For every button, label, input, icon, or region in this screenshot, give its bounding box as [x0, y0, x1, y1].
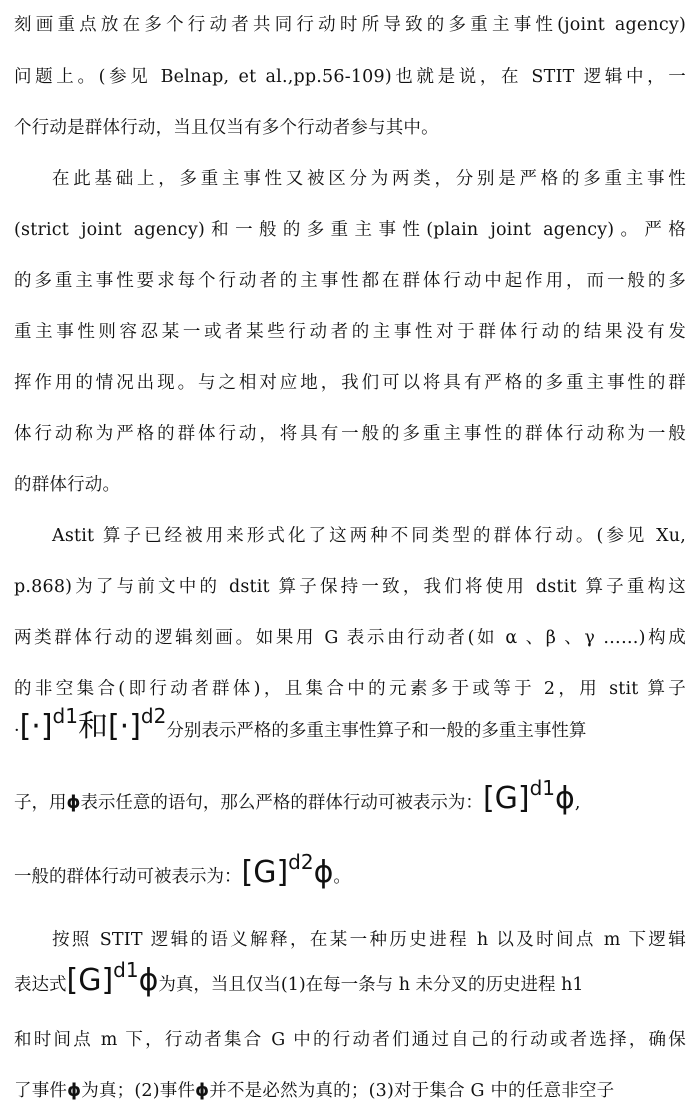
text-line-21-mid: 为真；(2)事件: [81, 1081, 196, 1101]
formula-group: [G]: [241, 855, 289, 890]
strict-operator-bracket: [·]: [19, 709, 53, 744]
text-line-16-pre: 子，用: [14, 793, 67, 813]
formula-superscript: d2: [288, 850, 314, 874]
formula-phi: ϕ: [138, 963, 159, 998]
phi-symbol: ϕ: [66, 793, 81, 813]
text-line-21-pre: 了事件: [14, 1081, 68, 1101]
text-line-10: 的群体行动。: [14, 475, 121, 495]
text-line-14: 的非空集合(即行动者群体)，且集合中的元素多于或等于 2，用 stit 算子: [14, 679, 686, 699]
text-line-17: [14, 850, 686, 890]
text-line-13: 两类群体行动的逻辑刻画。如果用 G 表示由行动者(如 α 、β 、γ ……)构成: [14, 628, 686, 648]
text-line-7: 重主事性则容忍某一或者某些行动者的主事性对于群体行动的结果没有发: [14, 322, 686, 342]
text-line-1: 刻画重点放在多个行动者共同行动时所导致的多重主事性(joint agency): [14, 15, 686, 35]
plain-operator-superscript: d2: [140, 704, 167, 728]
text-line-21: [14, 1080, 686, 1102]
formula-superscript: d1: [113, 958, 139, 982]
bullet-dot: ·: [14, 721, 20, 741]
text-line-20: 和时间点 m 下，行动者集合 G 中的行动者们通过自己的行动或者选择，确保: [14, 1030, 686, 1050]
text-line-3: 个行动是群体行动，当且仅当有多个行动者参与其中。: [14, 118, 439, 138]
strict-operator-formula: [19, 704, 78, 744]
formula-group: [G]: [482, 781, 530, 816]
text-line-17-end: 。: [333, 867, 351, 887]
plain-group-action-formula: [241, 850, 334, 890]
text-line-19: [14, 958, 686, 998]
and-connector: 和: [77, 709, 108, 744]
formula-superscript: d1: [529, 776, 556, 800]
text-line-8: 挥作用的情况出现。与之相对应地，我们可以将具有严格的多重主事性的群: [14, 373, 686, 393]
text-line-9: 体行动称为严格的群体行动，将具有一般的多重主事性的群体行动称为一般: [14, 424, 686, 444]
plain-operator-bracket: [·]: [107, 709, 141, 744]
phi-symbol: ϕ: [195, 1081, 210, 1101]
text-line-21-rest: 并不是必然为真的；(3)对于集合 G 中的任意非空子: [209, 1081, 615, 1101]
strict-operator-superscript: d1: [52, 704, 78, 728]
text-line-18: 按照 STIT 逻辑的语义解释，在某一种历史进程 h 以及时间点 m 下逻辑: [52, 930, 686, 950]
text-line-6: 的多重主事性要求每个行动者的主事性都在群体行动中起作用，而一般的多: [14, 271, 686, 291]
text-line-16-mid: 表示任意的语句，那么严格的群体行动可被表示为：: [80, 793, 483, 813]
text-line-19-rest: 为真，当且仅当(1)在每一条与 h 未分叉的历史进程 h1: [158, 975, 584, 995]
text-line-12: p.868)为了与前文中的 dstit 算子保持一致，我们将使用 dstit 算子重构这: [14, 577, 686, 597]
text-line-17-pre: 一般的群体行动可被表示为：: [14, 867, 242, 887]
text-line-5: (strict joint agency)和一般的多重主事性(plain joint agency)。严格: [14, 220, 686, 240]
formula-group: [G]: [66, 963, 114, 998]
formula-phi: ϕ: [555, 781, 575, 816]
text-line-4: 在此基础上，多重主事性又被区分为两类，分别是严格的多重主事性: [52, 169, 686, 189]
text-line-16-end: ,: [574, 793, 581, 813]
text-line-15-rest: 分别表示严格的多重主事性算子和一般的多重主事性算: [166, 721, 587, 741]
phi-symbol: ϕ: [67, 1081, 82, 1101]
plain-operator-formula: [107, 704, 167, 744]
text-line-15: [14, 704, 686, 744]
text-line-2: 问题上。(参见 Belnap, et al.,pp.56-109)也就是说，在 STIT 逻辑中，一: [14, 67, 686, 87]
text-line-19-pre: 表达式: [14, 975, 67, 995]
text-line-11: Astit 算子已经被用来形式化了这两种不同类型的群体行动。(参见 Xu,: [52, 526, 686, 546]
expression-formula: [66, 958, 159, 998]
formula-phi: ϕ: [313, 855, 334, 890]
text-line-16: [14, 776, 686, 816]
strict-group-action-formula: [482, 776, 575, 816]
